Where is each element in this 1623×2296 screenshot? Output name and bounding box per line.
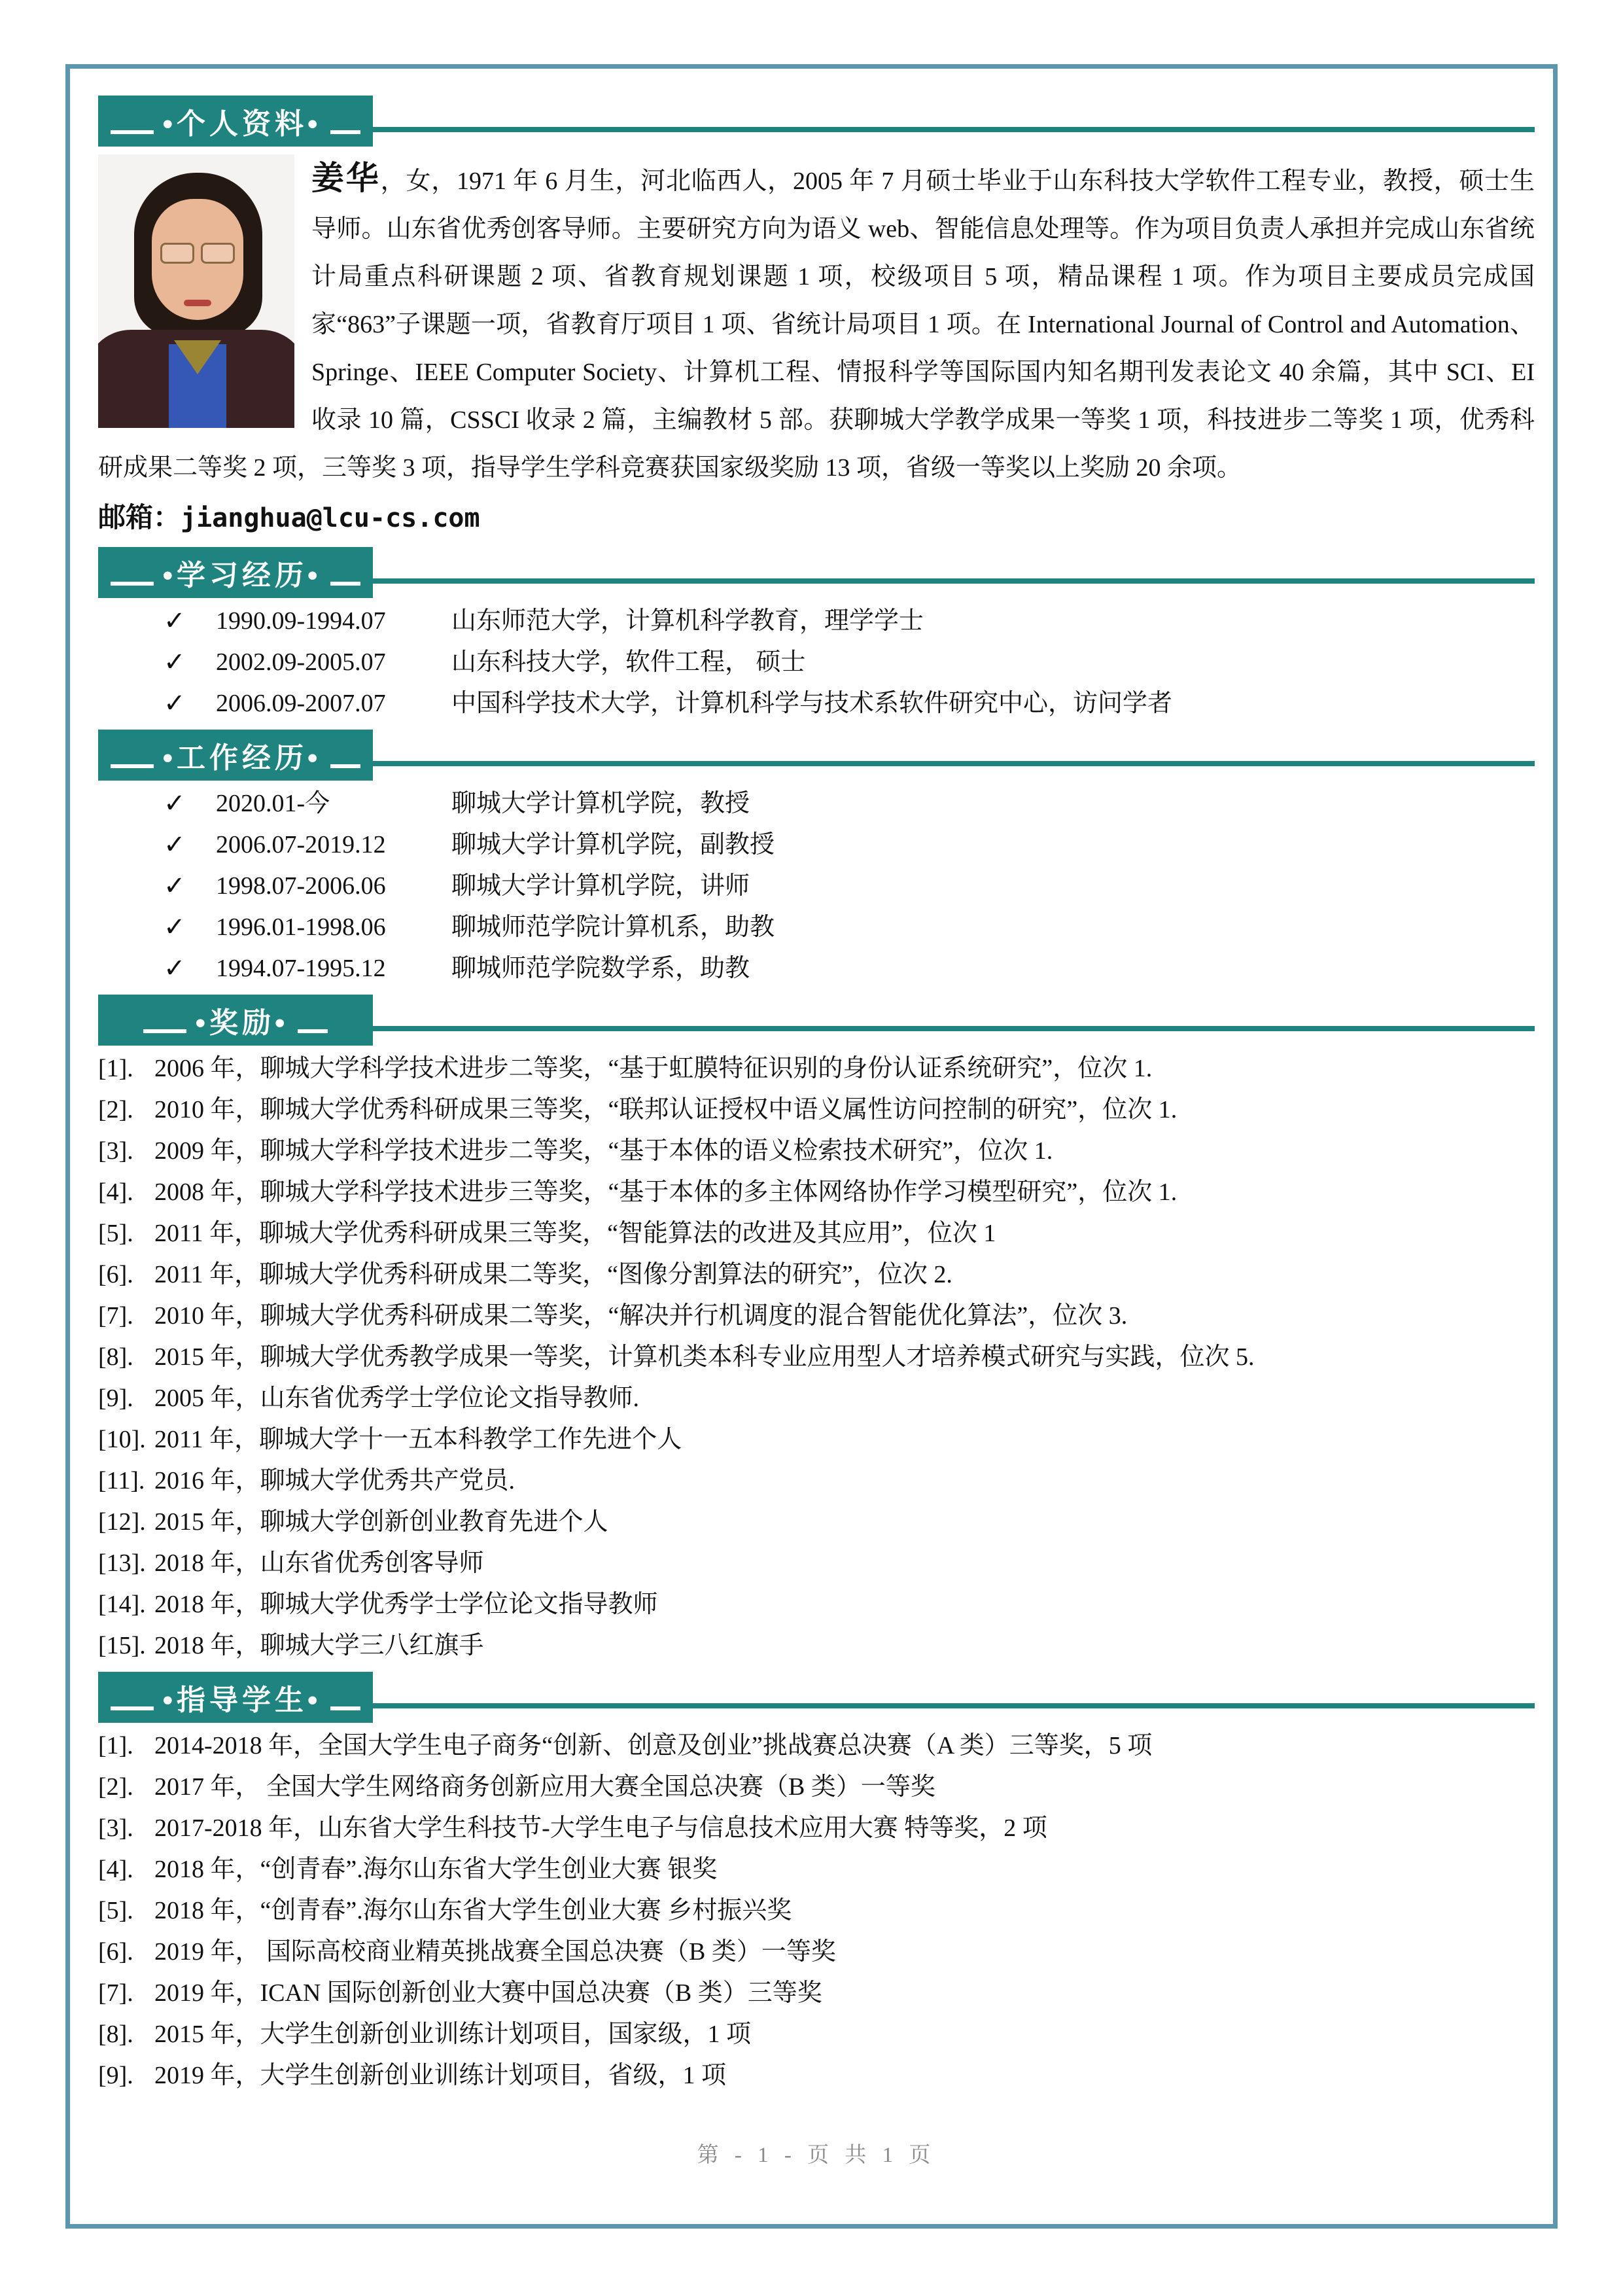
student-award-number: [5]. [98,1897,133,1924]
check-icon: ✓ [164,606,186,635]
award-item [98,1095,1535,1125]
award-item [98,1301,1535,1331]
section-title-awards: •奖励• [195,1007,289,1039]
section-head-students [98,1672,1535,1723]
check-icon: ✓ [164,647,186,677]
award-number: [8]. [98,1343,133,1371]
work-period: 1998.07-2006.06 [216,872,386,900]
check-icon: ✓ [164,788,186,818]
student-award-number: [8]. [98,2021,133,2048]
student-award-text: 2018 年，“创青春”.海尔山东省大学生创业大赛 乡村振兴奖 [154,1897,792,1924]
section-rule [373,578,1535,584]
section-title-personal: •个人资料• [162,108,322,140]
education-row [98,606,1535,636]
award-number: [9]. [98,1385,133,1412]
student-award-text: 2014-2018 年，全国大学生电子商务“创新、创意及创业”挑战赛总决赛（A 类）三等奖，5 项 [154,1732,1153,1759]
award-item [98,1177,1535,1207]
section-title-work: •工作经历• [162,742,322,774]
award-item [98,1631,1535,1661]
award-item [98,1507,1535,1537]
work-list [98,788,1535,983]
section-rule [373,127,1535,132]
work-period: 1994.07-1995.12 [216,955,386,982]
award-item [98,1424,1535,1455]
resume-document [98,96,1535,2168]
section-rule [373,1703,1535,1708]
student-award-text: 2017 年， 全国大学生网络商务创新应用大赛全国总决赛（B 类）一等奖 [154,1773,935,1801]
education-desc: 山东师范大学，计算机科学教育，理学学士 [451,607,924,635]
work-row [98,912,1535,942]
section-rule [373,761,1535,766]
person-name: 姜华 [311,160,381,196]
section-head-personal [98,96,1535,147]
email-line [98,496,1535,535]
award-number: [7]. [98,1302,133,1330]
section-badge-awards [98,995,373,1046]
student-award-number: [1]. [98,1732,133,1759]
award-text: 2006 年，聊城大学科学技术进步二等奖，“基于虹膜特征识别的身份认证系统研究”，位次 1. [154,1055,1153,1082]
work-desc: 聊城大学计算机学院，副教授 [451,831,775,858]
email-value: jianghua@lcu-cs.com [181,503,480,533]
section-head-education [98,547,1535,598]
section-rule [373,1026,1535,1031]
award-text: 2010 年，聊城大学优秀科研成果二等奖，“解决并行机调度的混合智能优化算法”，位次 3. [154,1302,1128,1330]
award-number: [13]. [98,1549,146,1577]
page-footer: 第 - 1 - 页 共 1 页 [697,2144,936,2167]
award-text: 2018 年，山东省优秀创客导师 [154,1549,484,1577]
check-icon: ✓ [164,871,186,900]
award-item [98,1383,1535,1413]
award-number: [5]. [98,1220,133,1247]
award-item [98,1466,1535,1496]
glasses-icon [160,243,235,262]
award-item [98,1260,1535,1290]
award-text: 2011 年，聊城大学优秀科研成果三等奖，“智能算法的改进及其应用”，位次 1 [154,1220,996,1247]
student-award-item [98,1896,1535,1926]
work-row [98,871,1535,901]
work-period: 2020.01-今 [216,790,330,817]
student-award-item [98,1978,1535,2008]
work-desc: 聊城大学计算机学院，教授 [451,790,750,817]
student-award-number: [6]. [98,1938,133,1966]
award-number: [6]. [98,1261,133,1288]
work-row [98,953,1535,983]
section-badge-work [98,730,373,781]
education-desc: 山东科技大学，软件工程， 硕士 [451,648,806,676]
award-item [98,1342,1535,1372]
award-text: 2008 年，聊城大学科学技术进步三等奖，“基于本体的多主体网络协作学习模型研究”，位次 1. [154,1178,1178,1206]
student-award-item [98,2019,1535,2049]
awards-list [98,1053,1535,1661]
check-icon: ✓ [164,953,186,983]
student-award-number: [2]. [98,1773,133,1801]
award-text: 2018 年，聊城大学三八红旗手 [154,1632,484,1659]
profile-block [98,154,1535,492]
award-text: 2009 年，聊城大学科学技术进步二等奖，“基于本体的语义检索技术研究”，位次 1. [154,1137,1053,1165]
section-head-awards [98,995,1535,1046]
award-text: 2011 年，聊城大学十一五本科教学工作先进个人 [154,1426,682,1453]
bio-text: ，女，1971 年 6 月生，河北临西人，2005 年 7 月硕士毕业于山东科技大学软件工程专业，教授，硕士生导师。山东省优秀创客导师。主要研究方向为语义 web、智能信息处理等。作为项目负责人承担并完成山东省统计局重点科研课题 2 项、省教育规划课题 1 项，校级项目 5 项，精品课程 1 项。作为项目主要成员完成国家“863”子课题一项，省教育厅项目 1 项、省统计局项目 1 项。在 International Journal of Control and Automation、Springe、IEEE Computer Society、计算机工程、情报科学等国际国内知名期刊发表论文 40 余篇，其中 SCI、EI 收录 10 篇，CSSCI 收录 2 篇，主编教材 5 部。获聊城大学教学成果一等奖 1 项，科技进步二等奖 1 项，优秀科研成果二等奖 2 项，三等奖 3 项，指导学生学科竞赛获国家级奖励 13 项，省级一等奖以上奖励 20 余项。 [98,168,1535,482]
student-award-text: 2017-2018 年，山东省大学生科技节-大学生电子与信息技术应用大赛 特等奖，2 项 [154,1814,1047,1842]
work-desc: 聊城师范学院计算机系，助教 [451,913,775,941]
award-number: [10]. [98,1426,146,1453]
student-award-text: 2019 年，大学生创新创业训练计划项目，省级，1 项 [154,2062,727,2089]
student-award-text: 2019 年，ICAN 国际创新创业大赛中国总决赛（B 类）三等奖 [154,1979,822,2007]
student-award-text: 2015 年，大学生创新创业训练计划项目，国家级，1 项 [154,2021,752,2048]
work-desc: 聊城大学计算机学院，讲师 [451,872,750,900]
check-icon: ✓ [164,830,186,859]
award-item [98,1548,1535,1578]
profile-photo [98,154,294,428]
award-text: 2016 年，聊城大学优秀共产党员. [154,1467,515,1494]
award-number: [4]. [98,1178,133,1206]
award-text: 2015 年，聊城大学创新创业教育先进个人 [154,1508,608,1536]
education-row [98,647,1535,677]
student-award-number: [3]. [98,1814,133,1842]
section-badge-education [98,547,373,598]
award-item [98,1218,1535,1248]
award-number: [11]. [98,1467,145,1494]
bio-paragraph [98,154,1535,492]
work-row [98,830,1535,860]
award-number: [1]. [98,1055,133,1082]
student-award-item [98,1854,1535,1884]
student-award-text: 2018 年，“创青春”.海尔山东省大学生创业大赛 银奖 [154,1856,718,1883]
student-award-item [98,1813,1535,1843]
section-title-education: •学习经历• [162,559,322,592]
student-award-item [98,1772,1535,1802]
email-label: 邮箱： [98,503,181,533]
award-text: 2010 年，聊城大学优秀科研成果三等奖，“联邦认证授权中语义属性访问控制的研究”，位次 1. [154,1096,1178,1123]
award-item [98,1136,1535,1166]
award-item [98,1053,1535,1084]
photo-mouth [184,300,211,306]
work-period: 2006.07-2019.12 [216,831,386,858]
check-icon: ✓ [164,688,186,718]
student-award-item [98,2060,1535,2091]
photo-collar [174,340,221,374]
education-desc: 中国科学技术大学，计算机科学与技术系软件研究中心，访问学者 [451,690,1173,717]
award-text: 2005 年，山东省优秀学士学位论文指导教师. [154,1385,640,1412]
award-number: [14]. [98,1591,146,1618]
work-row [98,788,1535,819]
education-period: 1990.09-1994.07 [216,607,386,635]
award-number: [3]. [98,1137,133,1165]
award-text: 2015 年，聊城大学优秀教学成果一等奖，计算机类本科专业应用型人才培养模式研究与实践，位次 5. [154,1343,1255,1371]
education-row [98,688,1535,718]
student-award-number: [9]. [98,2062,133,2089]
student-award-item [98,1937,1535,1967]
student-award-number: [7]. [98,1979,133,2007]
check-icon: ✓ [164,912,186,942]
award-number: [15]. [98,1632,146,1659]
student-award-text: 2019 年， 国际高校商业精英挑战赛全国总决赛（B 类）一等奖 [154,1938,836,1966]
education-list [98,606,1535,718]
education-period: 2006.09-2007.07 [216,690,386,717]
award-text: 2018 年，聊城大学优秀学士学位论文指导教师 [154,1591,658,1618]
section-badge-personal [98,96,373,147]
award-item [98,1589,1535,1619]
award-number: [2]. [98,1096,133,1123]
section-title-students: •指导学生• [162,1684,322,1716]
student-award-item [98,1731,1535,1761]
award-number: [12]. [98,1508,146,1536]
award-text: 2011 年，聊城大学优秀科研成果二等奖，“图像分割算法的研究”，位次 2. [154,1261,952,1288]
section-head-work [98,730,1535,781]
students-list [98,1731,1535,2091]
section-badge-students [98,1672,373,1723]
student-award-number: [4]. [98,1856,133,1883]
education-period: 2002.09-2005.07 [216,648,386,676]
work-period: 1996.01-1998.06 [216,913,386,941]
work-desc: 聊城师范学院数学系，助教 [451,955,750,982]
